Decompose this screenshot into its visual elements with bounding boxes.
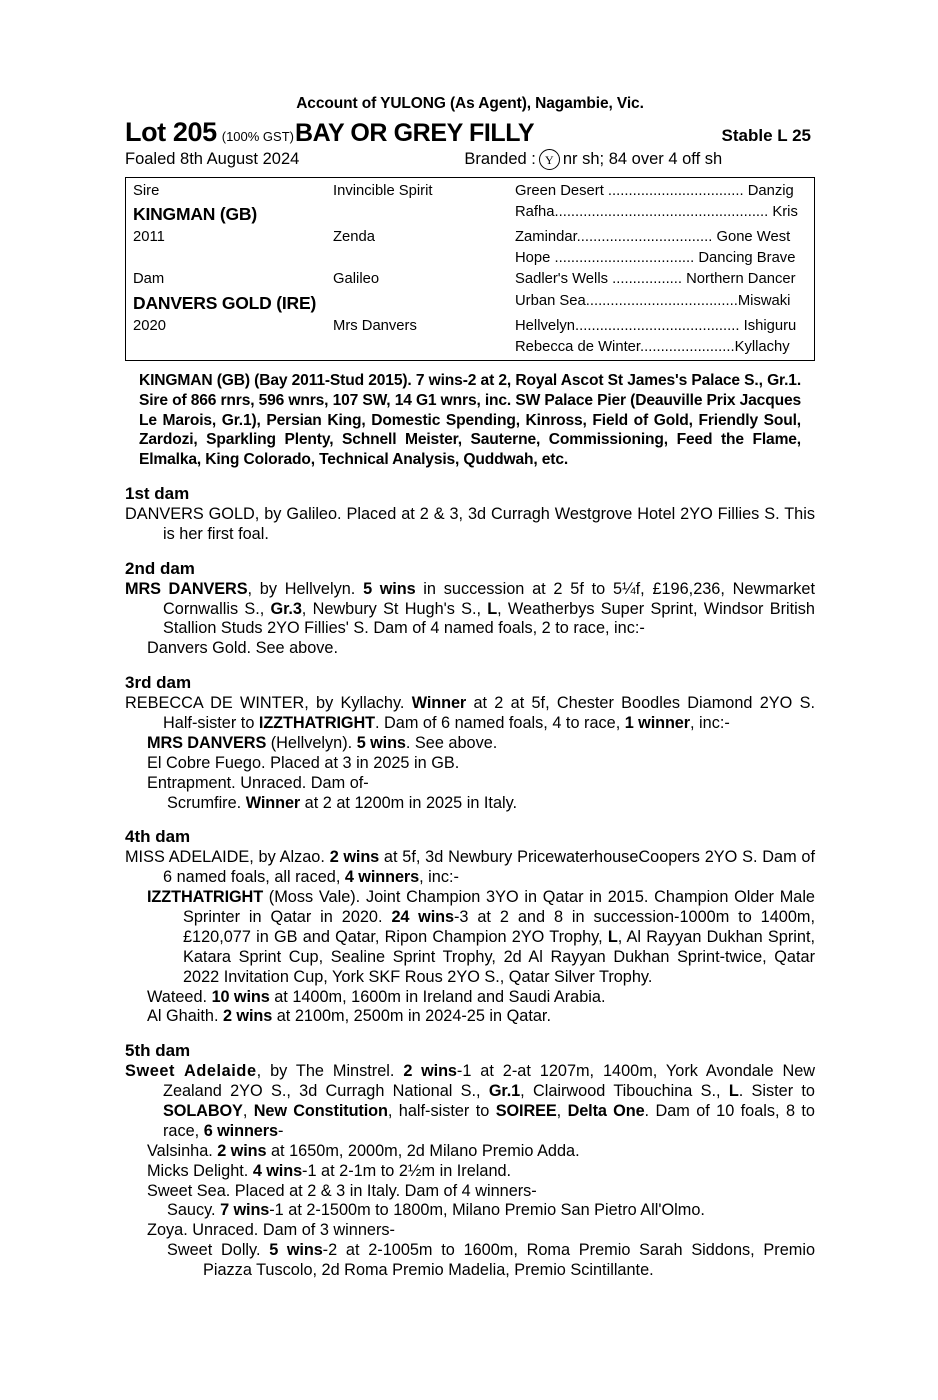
pedigree-paragraph: IZZTHATRIGHT (Moss Vale). Joint Champion 3YO in Qatar in 2015. Champion Older Male Sprinter in Qatar in 2020. 24 wins-3 at 2 and 8 in succession-1000m to 1400m, £120,077 in GB and Qatar, Ripon Champion 2YO Trophy, L, Al Rayyan Dukhan Sprint, Katara Sprint Cup, Sealine Sprint Trophy, 2d Al Rayyan Dukhan Sprint-twice, Qatar 2022 Invitation Cup, York SKF Rous 2YO S., Qatar Silver Trophy.	[147, 888, 815, 986]
pedigree-paragraph: Sweet Adelaide, by The Minstrel. 2 wins-1 at 2-at 1207m, 1400m, York Avondale New Zealand 2YO S., 3d Curragh National S., Gr.1, Clairwood Tibouchina S., L. Sister to SOLABOY, New Constitution, half-sister to SOIREE, Delta One. Dam of 10 foals, 8 to race, 6 winners-	[125, 1062, 816, 1140]
pedigree-paragraph: Valsinha. 2 wins at 1650m, 2000m, 2d Milano Premio Adda.	[147, 1141, 580, 1160]
pedigree-paragraph: Al Ghaith. 2 wins at 2100m, 2500m in 2024-25 in Qatar.	[147, 1007, 551, 1026]
dam-heading: 2nd dam	[125, 558, 195, 578]
stable-label: Stable L 25	[721, 126, 811, 145]
pedigree-paragraph: Zoya. Unraced. Dam of 3 winners-	[147, 1221, 395, 1240]
pedigree-cell-generation-2	[333, 337, 515, 358]
lot-header-row	[125, 117, 815, 148]
pedigree-row	[126, 248, 814, 269]
pedigree-table	[125, 177, 815, 361]
pedigree-cell-generation-3: Rebecca de Winter.......................Kyllachy	[515, 338, 790, 355]
pedigree-paragraph: MRS DANVERS (Hellvelyn). 5 wins. See above.	[147, 733, 498, 752]
pedigree-cell-generation-3: Sadler's Wells ................. Northern Dancer	[515, 271, 796, 288]
pedigree-cell-generation-2: Invincible Spirit	[333, 183, 433, 199]
pedigree-row	[126, 269, 814, 290]
pedigree-paragraph: MRS DANVERS, by Hellvelyn. 5 wins in succession at 2 5f to 5¼f, £196,236, Newmarket Cornwallis S., Gr.3, Newbury St Hugh's S., L, Weatherbys Super Sprint, Windsor British Stallion Studs 2YO Fillies' S. Dam of 4 named foals, 2 to race, inc:-	[125, 579, 815, 638]
pedigree-cell-generation-1: 2011	[133, 229, 165, 246]
pedigree-paragraph: Scrumfire. Winner at 2 at 1200m in 2025 in Italy.	[167, 793, 518, 812]
pedigree-row	[126, 181, 814, 202]
pedigree-cell-generation-1: 2020	[133, 317, 166, 334]
pedigree-paragraph: Micks Delight. 4 wins-1 at 2-1m to 2½m in Ireland.	[147, 1161, 512, 1180]
dam-sections	[125, 484, 815, 1281]
pedigree-cell-generation-1	[133, 248, 333, 269]
pedigree-cell-generation-2: Mrs Danvers	[333, 317, 417, 334]
brand-text: nr sh; 84 over 4 off sh	[562, 150, 723, 168]
pedigree-row	[126, 316, 814, 337]
branded-label: Branded :	[464, 150, 536, 168]
pedigree-cell-generation-2	[333, 248, 515, 269]
pedigree-row	[126, 337, 814, 358]
pedigree-paragraph: Sweet Sea. Placed at 2 & 3 in Italy. Dam of 4 winners-	[147, 1181, 537, 1200]
account-line: Account of YULONG (As Agent), Nagambie, Vic.	[296, 95, 644, 112]
branded-info	[464, 149, 722, 170]
pedigree-cell-generation-3: Zamindar................................. Gone West	[515, 229, 791, 246]
circled-y-brand-icon	[539, 149, 560, 170]
pedigree-cell-generation-1: Dam	[133, 271, 165, 288]
pedigree-paragraph: Danvers Gold. See above.	[147, 639, 338, 658]
dam-heading: 5th dam	[125, 1041, 191, 1061]
pedigree-cell-generation-1: Sire	[133, 183, 160, 199]
pedigree-paragraph: MISS ADELAIDE, by Alzao. 2 wins at 5f, 3d Newbury PricewaterhouseCoopers 2YO S. Dam of 6 named foals, all raced, 4 winners, inc:-	[125, 848, 816, 887]
page-content	[125, 95, 815, 1281]
pedigree-paragraph: Entrapment. Unraced. Dam of-	[147, 773, 369, 792]
pedigree-cell-generation-3: Green Desert ................................. Danzig	[515, 183, 794, 199]
pedigree-cell-generation-1	[133, 337, 333, 358]
pedigree-row	[126, 227, 814, 248]
pedigree-paragraph: REBECCA DE WINTER, by Kyllachy. Winner at 2 at 5f, Chester Boodles Diamond 2YO S. Half-sister to IZZTHATRIGHT. Dam of 6 named foals, 4 to race, 1 winner, inc:-	[125, 694, 815, 733]
pedigree-cell-generation-2	[333, 291, 515, 316]
dam-heading: 1st dam	[125, 483, 190, 503]
pedigree-cell-generation-2: Galileo	[333, 271, 380, 288]
pedigree-cell-generation-1: KINGMAN (GB)	[133, 204, 257, 225]
pedigree-cell-generation-3: Urban Sea.....................................Miswaki	[515, 292, 791, 309]
lot-number: Lot 205	[125, 117, 217, 147]
pedigree-cell-generation-2	[333, 202, 515, 227]
pedigree-paragraph: Wateed. 10 wins at 1400m, 1600m in Ireland and Saudi Arabia.	[147, 987, 606, 1006]
pedigree-cell-generation-1: DANVERS GOLD (IRE)	[133, 292, 317, 313]
pedigree-paragraph: Saucy. 7 wins-1 at 2-1500m to 1800m, Milano Premio San Pietro All'Olmo.	[167, 1201, 705, 1220]
pedigree-cell-generation-3: Rafha.................................................... Kris	[515, 204, 798, 221]
sire-summary: KINGMAN (GB) (Bay 2011-Stud 2015). 7 wins-2 at 2, Royal Ascot St James's Palace S., Gr.1. Sire of 866 rnrs, 596 wnrs, 107 SW, 14 G1 wnrs, inc. SW Palace Pier (Deauville Prix Jacques Le Marois, Gr.1), Persian King, Domestic Spending, Kinross, Field of Gold, Friendly Soul, Zardozi, Sparkling Plenty, Schnell Meister, Sauterne, Commissioning, Feed the Flame, Elmalka, King Colorado, Technical Analysis, Quddwah, etc.	[139, 371, 801, 469]
dam-heading: 4th dam	[125, 827, 191, 847]
pedigree-row	[126, 291, 814, 316]
gst-note: (100% GST)	[221, 129, 294, 144]
dam-heading: 3rd dam	[125, 673, 192, 693]
pedigree-cell-generation-3: Hellvelyn........................................ Ishiguru	[515, 317, 797, 334]
pedigree-paragraph: DANVERS GOLD, by Galileo. Placed at 2 & 3, 3d Curragh Westgrove Hotel 2YO Fillies S. This is her first foal.	[125, 504, 815, 543]
foaled-date: Foaled 8th August 2024	[125, 150, 300, 168]
pedigree-cell-generation-3: Hope .................................. Dancing Brave	[515, 250, 796, 267]
pedigree-cell-generation-2: Zenda	[333, 229, 375, 246]
pedigree-row	[126, 202, 814, 227]
pedigree-paragraph: El Cobre Fuego. Placed at 3 in 2025 in GB.	[147, 753, 460, 772]
foaled-branded-row	[125, 149, 815, 170]
horse-sex-colour: BAY OR GREY FILLY	[294, 119, 535, 147]
pedigree-paragraph: Sweet Dolly. 5 wins-2 at 2-1005m to 1600m, Roma Premio Sarah Siddons, Premio Piazza Tuscolo, 2d Roma Premio Madelia, Premio Scintillante.	[167, 1241, 815, 1280]
